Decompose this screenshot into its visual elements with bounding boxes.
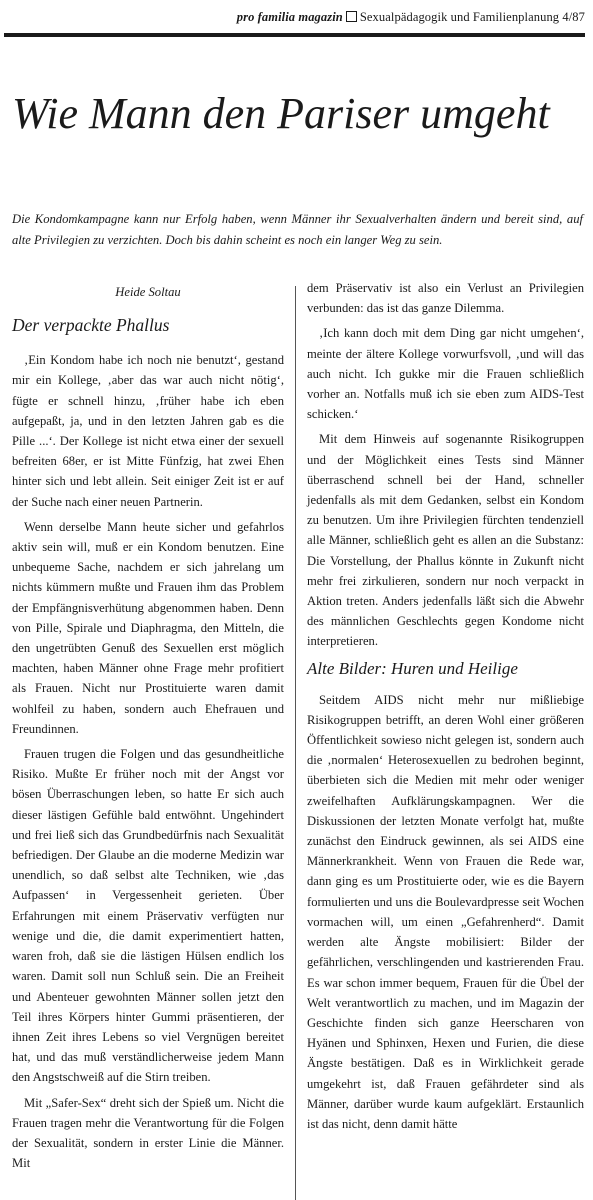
section-name: Sexualpädagogik und Familienplanung 4/87: [359, 10, 585, 24]
magazine-name: pro familia magazin: [236, 10, 343, 24]
paragraph: ‚Ein Kondom habe ich noch nie benutzt‘, gestand mir ein Kollege, ‚aber das war auch nicht nötig‘, fügte er schnell hinzu, ‚früher habe ich eben aufgepaßt, ja, und in den letzten Jahren gab es die Pille ...‘. Der Kollege ist nicht etwa einer der sexuell befreiten 68er, er ist Mitte Fünfzig, hat zwei Ehen hinter sich und lebt allein. Seit einiger Zeit ist er auf der Suche nach einer neuen Partnerin.: [12, 353, 284, 509]
subheading-left: Der verpackte Phallus: [12, 315, 170, 336]
left-column: [12, 282, 284, 1178]
paragraph: Wenn derselbe Mann heute sicher und gefahrlos aktiv sein will, muß er ein Kondom benutzen. Eine unbequeme Sache, nachdem er sich jahrelang um nichts kümmern mußte und Frauen ihm das Problem der Empfängnisverhütung abgenommen haben. Denn von Pille, Spirale und Diaphragma, den Mitteln, die den ungetrübten Genuß des Sexuellen erst möglich machten, haben Männer ohne Frage mehr profitiert als Frauen. Nicht nur Prostituierte waren damit wohlfeil zu haben, sondern auch Ehefrauen und Freundinnen.: [12, 519, 284, 736]
paragraph-continuation: dem Präservativ ist also ein Verlust an Privilegien verbunden: das ist das ganze Dilemma.: [307, 281, 584, 316]
running-header: [237, 10, 585, 25]
paragraph: Frauen trugen die Folgen und das gesundheitliche Risiko. Mußte Er früher noch mit der Angst vor bösen Überraschungen leben, so hatte Er sich auch dieser lästigen Gefühle bald entwöhnt. Ungehindert und frei ließ sich das Grundbedürfnis nach Sexualität befriedigen. Der Glaube an die moderne Medizin war unendlich, so daß selbst alte Techniken, wie ‚das Aufpassen‘ in Vergessenheit gerieten. Über Erfahrungen mit einem Präservativ verfügten nur wenige und die, die damit experimentiert hatten, waren froh, daß sie die lästigen Hülsen endlich los waren. Damit soll nun Schluß sein. Die an Freiheit und Abenteuer gewohnten Männer sollen jetzt den Teil ihres Körpers hinter Gummi präsentieren, der ihnen Zeit ihres Lebens so viel Vergnügen bereitet hat, und das muß verständlicherweise jedem Mann den Angstschweiß auf die Stirn treiben.: [12, 747, 284, 1085]
article-lead: Die Kondomkampagne kann nur Erfolg haben, wenn Männer ihr Sexualverhalten ändern und bereit sind, auf alte Privilegien zu verzichten. Doch bis dahin scheint es noch ein langer Weg zu sein.: [12, 212, 583, 247]
paragraph: ‚Ich kann doch mit dem Ding gar nicht umgehen‘, meinte der ältere Kollege vorwurfsvoll, ‚und will das auch nicht. Ich gukke mir die Frauen schließlich vorher an. Notfalls muß ich sie eben zum AIDS-Test schicken.‘: [307, 326, 584, 422]
paragraph: Seitdem AIDS nicht mehr nur mißliebige Risikogruppen betrifft, an deren Wohl einer größeren Öffentlichkeit sowieso nicht gelegen ist, sondern auch die ‚normalen‘ Heterosexuellen zu bedrohen beginnt, überbieten sich die Medien mit mehr oder weniger zweifelhaften Aufklärungskampagnen. Wer die Diskussionen der letzten Monate verfolgt hat, mußte zunächst den Eindruck gewinnen, als sei AIDS eine Männerkrankheit. Wenn von Frauen die Rede war, dann ging es um Prostituierte oder, wie es die Bayern formulierten und uns die Boulevardpresse seit Wochen vormachen will, um einen „Gefahrenherd“. Damit werden alte Ängste mobilisiert: Bilder der gefährlichen, verschlingenden und kastrierenden Frau. Es war schon immer bequem, Frauen für die Übel der Welt verantwortlich zu machen, und im Magazin der Geschichte finden sich ganze Heerscharen von Hyänen und Sphinxen, Hexen und Furien, die diese Ängste bestätigen. Daß es in Wirklichkeit gerade umgekehrt ist, daß Frauen gefährdeter sind als Männer, darüber wurde kaum aufgeklärt. Erstaunlich ist das nicht, denn damit hätte: [307, 692, 584, 1131]
column-divider: [295, 286, 296, 1200]
page-header: [0, 0, 593, 44]
paragraph: Mit dem Hinweis auf sogenannte Risikogruppen und der Möglichkeit eines Tests sind Männer überraschend schnell bei der Hand, schneller jedenfalls als mit dem Gedanken, selbst ein Kondom zu benutzen. Um ihre Privilegien fürchten tendenziell alle Männer, schließlich geht es allen an die Substanz: Die Vorstellung, der Phallus könnte in Zukunft nicht mehr frei zirkulieren, sondern nur noch verpackt in Aktion treten. Anders jedenfalls läßt sich die Abwehr des männlichen Geschlechts gegen Kondome nicht interpretieren.: [307, 432, 584, 649]
article-headline: Wie Mann den Pariser umgeht: [12, 89, 550, 138]
header-rule: [4, 33, 585, 37]
paragraph: Mit „Safer-Sex“ dreht sich der Spieß um. Nicht die Frauen tragen mehr die Verantwortung für die Folgen der Sexualität, sondern in erster Linie die Männer. Mit: [12, 1095, 284, 1171]
subheading-right: Alte Bilder: Huren und Heilige: [307, 658, 518, 678]
author-byline: Heide Soltau: [115, 285, 181, 299]
right-column: [307, 278, 584, 1139]
square-separator-icon: [346, 11, 357, 22]
